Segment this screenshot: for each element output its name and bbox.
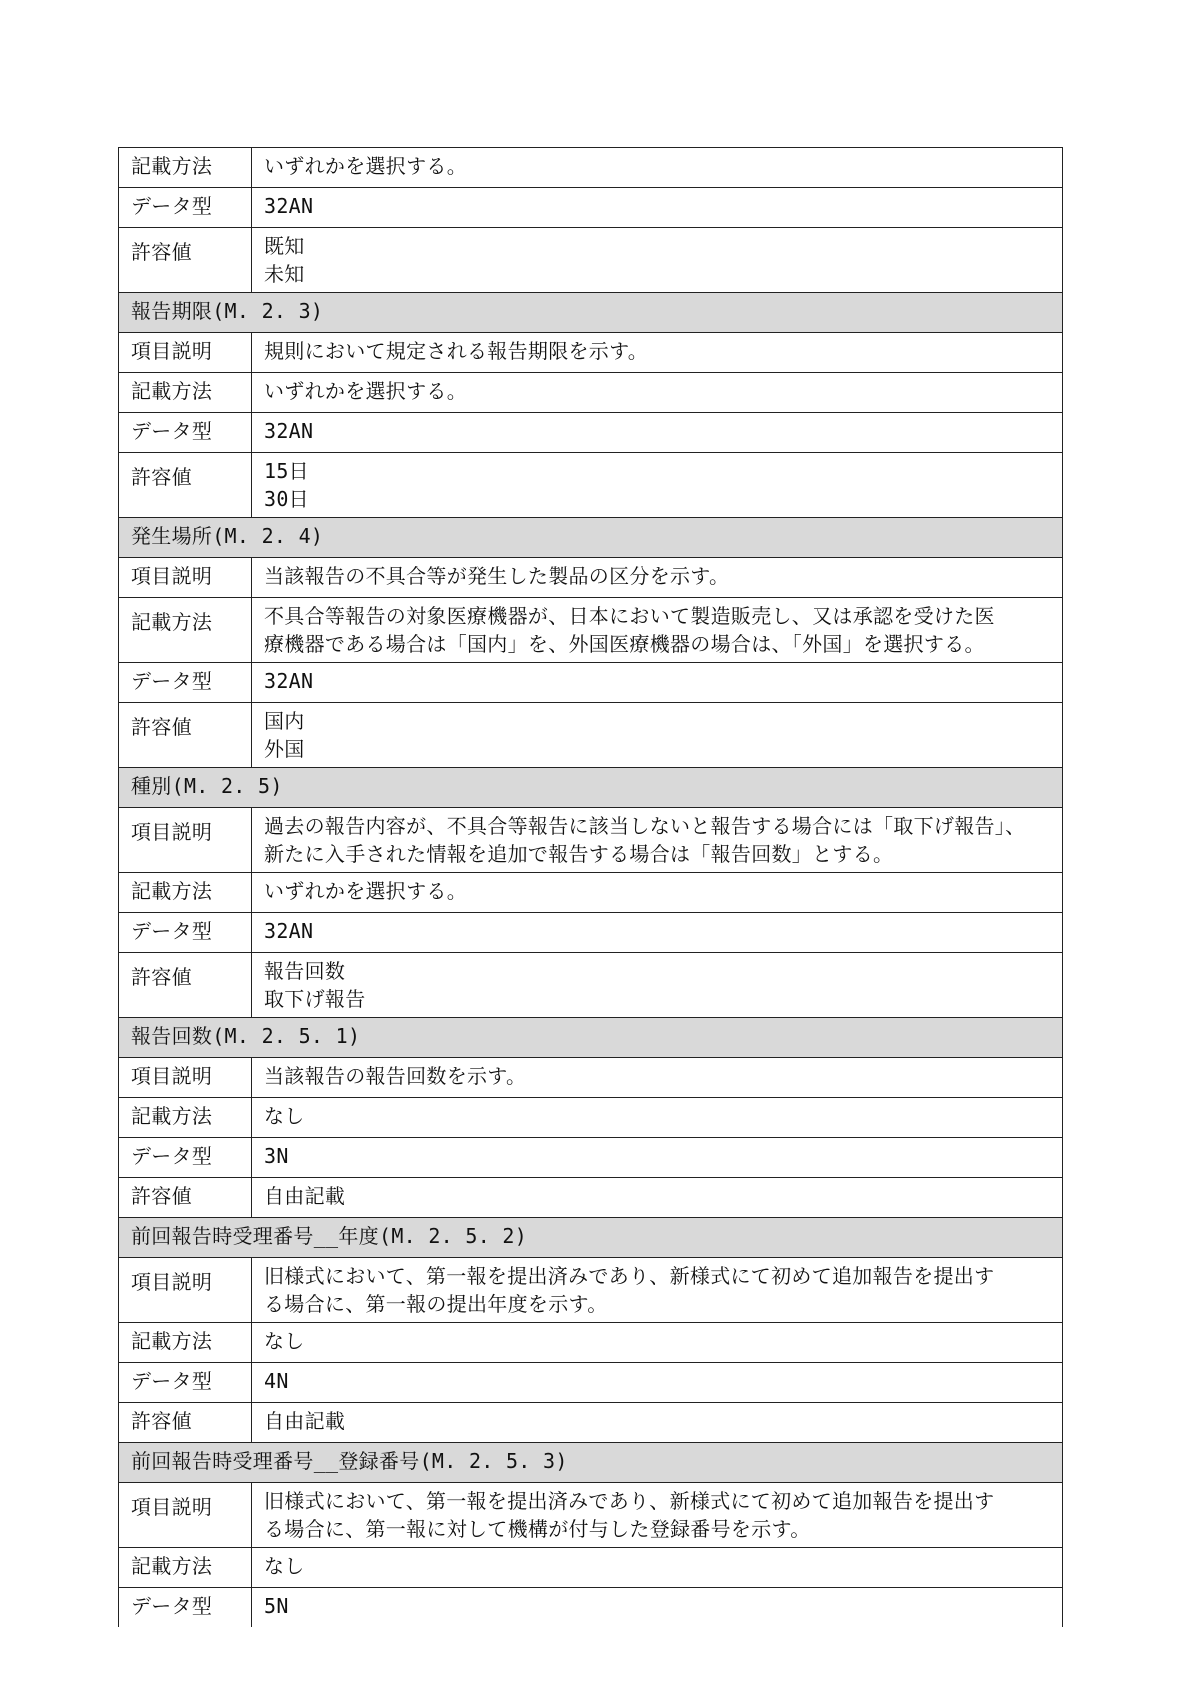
field-value: 4N — [252, 1363, 1063, 1403]
field-label: データ型 — [119, 663, 252, 703]
field-label: 許容値 — [119, 953, 252, 1018]
field-row — [119, 558, 1063, 598]
field-label: データ型 — [119, 1138, 252, 1178]
field-row — [119, 228, 1063, 293]
field-row — [119, 1403, 1063, 1443]
field-row — [119, 413, 1063, 453]
field-row — [119, 1178, 1063, 1218]
field-label: 記載方法 — [119, 1098, 252, 1138]
section-title: 発生場所(M. 2. 4) — [119, 518, 1063, 558]
field-row — [119, 333, 1063, 373]
field-row — [119, 598, 1063, 663]
field-row — [119, 953, 1063, 1018]
field-row — [119, 1588, 1063, 1628]
field-row — [119, 148, 1063, 188]
spec-table-body — [119, 148, 1063, 1628]
field-value: 自由記載 — [252, 1178, 1063, 1218]
field-value: 報告回数 取下げ報告 — [252, 953, 1063, 1018]
field-row — [119, 1483, 1063, 1548]
field-label: 許容値 — [119, 1178, 252, 1218]
section-header-row — [119, 518, 1063, 558]
field-row — [119, 1548, 1063, 1588]
field-value: 当該報告の不具合等が発生した製品の区分を示す。 — [252, 558, 1063, 598]
field-value: 旧様式において、第一報を提出済みであり、新様式にて初めて追加報告を提出す る場合に、第一報の提出年度を示す。 — [252, 1258, 1063, 1323]
field-label: データ型 — [119, 188, 252, 228]
section-header-row — [119, 768, 1063, 808]
field-value: 規則において規定される報告期限を示す。 — [252, 333, 1063, 373]
field-label: データ型 — [119, 913, 252, 953]
field-label: 記載方法 — [119, 1323, 252, 1363]
section-header-row — [119, 1443, 1063, 1483]
field-label: 許容値 — [119, 703, 252, 768]
section-title: 種別(M. 2. 5) — [119, 768, 1063, 808]
field-row — [119, 1058, 1063, 1098]
section-title: 報告回数(M. 2. 5. 1) — [119, 1018, 1063, 1058]
field-value: なし — [252, 1548, 1063, 1588]
field-label: 記載方法 — [119, 873, 252, 913]
field-value: なし — [252, 1323, 1063, 1363]
field-row — [119, 188, 1063, 228]
field-label: データ型 — [119, 1363, 252, 1403]
field-row — [119, 913, 1063, 953]
section-title: 報告期限(M. 2. 3) — [119, 293, 1063, 333]
field-value: 過去の報告内容が、不具合等報告に該当しないと報告する場合には「取下げ報告」、 新たに入手された情報を追加で報告する場合は「報告回数」とする。 — [252, 808, 1063, 873]
field-label: 許容値 — [119, 453, 252, 518]
field-value: 15日 30日 — [252, 453, 1063, 518]
field-label: 記載方法 — [119, 598, 252, 663]
section-header-row — [119, 293, 1063, 333]
field-value: 32AN — [252, 913, 1063, 953]
field-value: 当該報告の報告回数を示す。 — [252, 1058, 1063, 1098]
field-label: 記載方法 — [119, 373, 252, 413]
field-value: なし — [252, 1098, 1063, 1138]
field-label: 項目説明 — [119, 1483, 252, 1548]
field-value: いずれかを選択する。 — [252, 873, 1063, 913]
field-label: 許容値 — [119, 228, 252, 293]
field-row — [119, 1323, 1063, 1363]
field-label: 項目説明 — [119, 1258, 252, 1323]
field-value: 32AN — [252, 188, 1063, 228]
section-title: 前回報告時受理番号__年度(M. 2. 5. 2) — [119, 1218, 1063, 1258]
field-label: 項目説明 — [119, 808, 252, 873]
field-label: 項目説明 — [119, 558, 252, 598]
field-row — [119, 453, 1063, 518]
field-row — [119, 1363, 1063, 1403]
field-value: 5N — [252, 1588, 1063, 1628]
field-value: 32AN — [252, 413, 1063, 453]
field-value: 国内 外国 — [252, 703, 1063, 768]
field-value: 3N — [252, 1138, 1063, 1178]
field-value: いずれかを選択する。 — [252, 148, 1063, 188]
field-label: データ型 — [119, 413, 252, 453]
field-value: 既知 未知 — [252, 228, 1063, 293]
field-value: いずれかを選択する。 — [252, 373, 1063, 413]
field-row — [119, 1138, 1063, 1178]
field-value: 32AN — [252, 663, 1063, 703]
field-value: 自由記載 — [252, 1403, 1063, 1443]
field-label: データ型 — [119, 1588, 252, 1628]
field-label: 記載方法 — [119, 1548, 252, 1588]
field-row — [119, 1098, 1063, 1138]
field-row — [119, 373, 1063, 413]
field-row — [119, 1258, 1063, 1323]
field-label: 許容値 — [119, 1403, 252, 1443]
field-label: 項目説明 — [119, 333, 252, 373]
field-label: 記載方法 — [119, 148, 252, 188]
spec-table — [118, 147, 1063, 1627]
field-value: 不具合等報告の対象医療機器が、日本において製造販売し、又は承認を受けた医 療機器である場合は「国内」を、外国医療機器の場合は、「外国」を選択する。 — [252, 598, 1063, 663]
section-title: 前回報告時受理番号__登録番号(M. 2. 5. 3) — [119, 1443, 1063, 1483]
field-label: 項目説明 — [119, 1058, 252, 1098]
field-row — [119, 663, 1063, 703]
field-row — [119, 873, 1063, 913]
field-row — [119, 808, 1063, 873]
section-header-row — [119, 1018, 1063, 1058]
field-row — [119, 703, 1063, 768]
section-header-row — [119, 1218, 1063, 1258]
field-value: 旧様式において、第一報を提出済みであり、新様式にて初めて追加報告を提出す る場合に、第一報に対して機構が付与した登録番号を示す。 — [252, 1483, 1063, 1548]
